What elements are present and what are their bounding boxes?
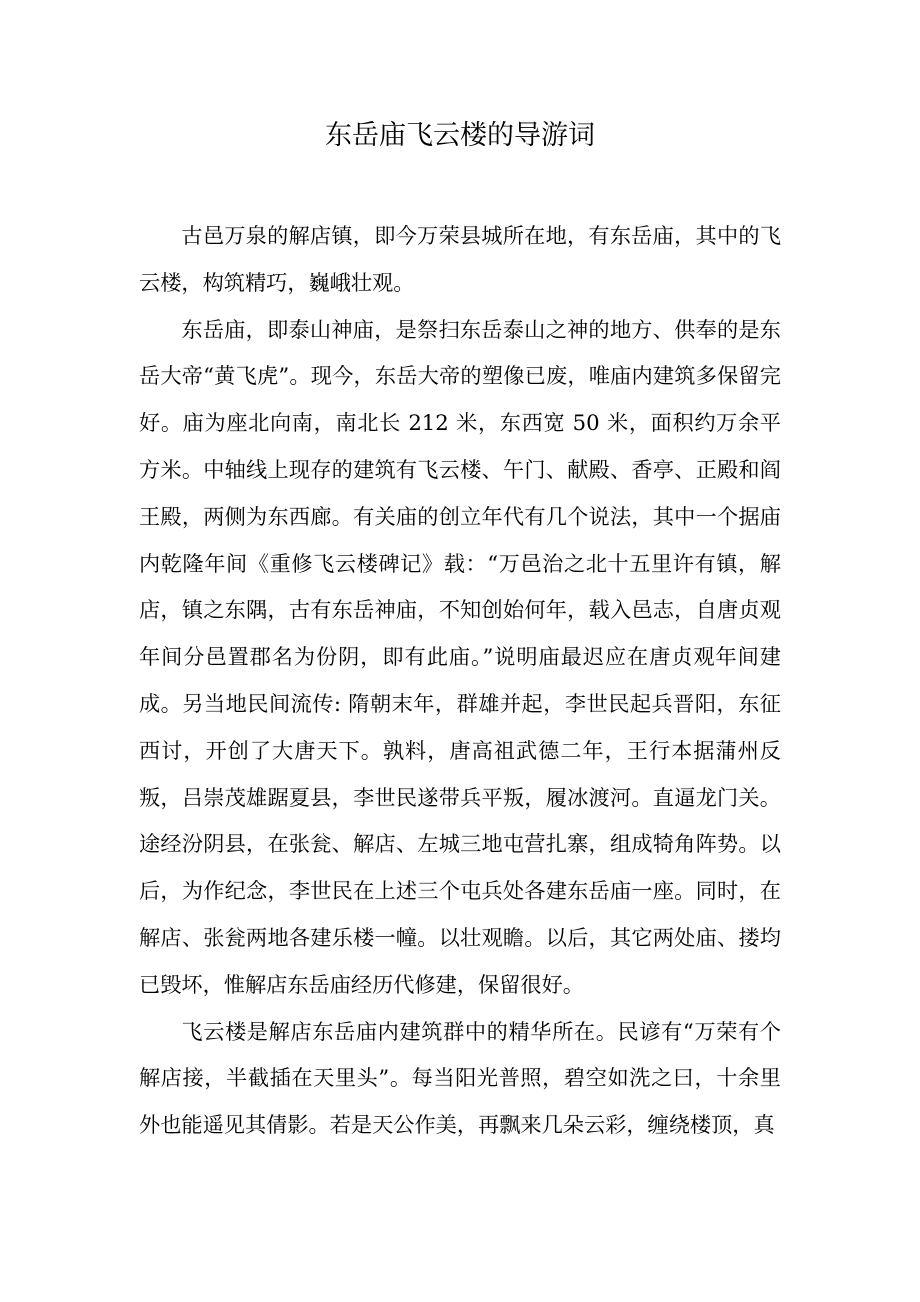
document-body <box>139 213 781 1149</box>
paragraph-history: 东岳庙，即泰山神庙，是祭扫东岳泰山之神的地方、供奉的是东岳大帝“黄飞虎”。现今，东岳大帝的塑像已废，唯庙内建筑多保留完好。庙为座北向南，南北长 212 米，东西宽 50 米，面积约万余平方米。中轴线上现存的建筑有飞云楼、午门、献殿、香亭、正殿和阎王殿，两侧为东西廊。有关庙的创立年代有几个说法，其中一个据庙内乾隆年间《重修飞云楼碑记》载：“万邑治之北十五里许有镇，解店，镇之东隅，古有东岳神庙，不知创始何年，载入邑志，自唐贞观年间分邑置郡名为份阴，即有此庙。”说明庙最迟应在唐贞观年间建成。另当地民间流传: 隋朝末年，群雄并起，李世民起兵晋阳，东征西讨，开创了大唐天下。孰料，唐高祖武德二年，王行本据蒲州反叛，吕崇茂雄踞夏县，李世民遂带兵平叛，履冰渡河。直逼龙门关。途经汾阴县，在张瓮、解店、左城三地屯营扎寨，组成犄角阵势。以后，为作纪念，李世民在上述三个屯兵处各建东岳庙一座。同时，在解店、张瓮两地各建乐楼一幢。以壮观瞻。以后，其它两处庙、搂均已毁坏，惟解店东岳庙经历代修建，保留很好。 <box>139 316 781 997</box>
paragraph-feiyunlou: 飞云楼是解店东岳庙内建筑群中的精华所在。民谚有“万荣有个解店接，半截插在天里头”。每当阳光普照，碧空如洗之曰，十余里外也能遥见其倩影。若是天公作美，再飘来几朵云彩，缠绕楼顶，真 <box>139 1018 781 1138</box>
document-title: 东岳庙飞云楼的导游词 <box>325 120 595 151</box>
paragraph-intro: 古邑万泉的解店镇，即今万荣县城所在地，有东岳庙，其中的飞云楼，构筑精巧，巍峨壮观。 <box>139 223 781 295</box>
